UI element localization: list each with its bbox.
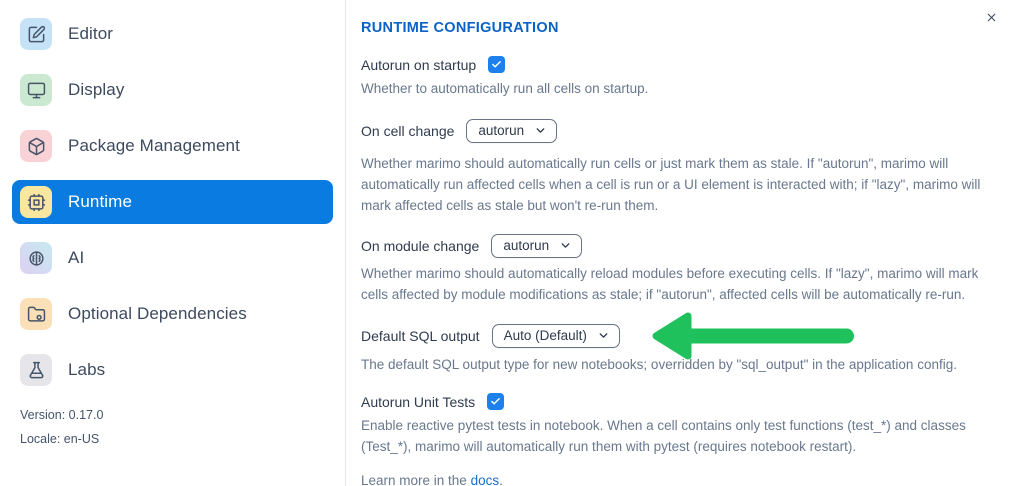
docs-link[interactable]: docs: [470, 473, 500, 486]
runtime-settings-panel: [346, 0, 1014, 486]
sidebar-item-editor[interactable]: [12, 12, 333, 56]
on-module-change-label: On module change: [361, 238, 480, 254]
learn-more-prefix: Learn more in the: [361, 473, 471, 486]
settings-sidebar: [0, 0, 346, 486]
sidebar-item-runtime[interactable]: [12, 180, 333, 224]
learn-more-line: [361, 473, 990, 486]
on-module-change-value: autorun: [503, 238, 550, 253]
on-cell-change-label: On cell change: [361, 123, 455, 139]
autorun-unit-tests-label: Autorun Unit Tests: [361, 393, 476, 410]
autorun-unit-tests-description: Enable reactive pytest tests in notebook. When a cell contains only test functions (test_*) and classes (Test_*), marimo will automatically run them with pytest (requires notebook restart).: [361, 418, 966, 454]
autorun-unit-tests-row: [361, 393, 990, 410]
sidebar-meta: [12, 408, 333, 446]
chevron-down-icon: [597, 329, 610, 342]
page-title: RUNTIME CONFIGURATION: [361, 20, 559, 36]
sidebar-item-label: Editor: [68, 24, 114, 43]
on-module-change-select[interactable]: [491, 234, 582, 258]
on-cell-change-description: Whether marimo should automatically run cells or just mark them as stale. If "autorun", marimo will automatically run affected cells when a cell is run or a UI element is interacted with; if "lazy", marimo will mark affected cells as stale but won't re-run them.: [361, 156, 981, 213]
folder-icon: [20, 298, 52, 330]
on-cell-change-select[interactable]: [466, 119, 557, 143]
sidebar-item-label: Display: [68, 80, 125, 99]
package-icon: [20, 130, 52, 162]
chevron-down-icon: [534, 124, 547, 137]
flask-icon: [20, 354, 52, 386]
default-sql-output-label: Default SQL output: [361, 328, 480, 344]
cpu-icon: [20, 186, 52, 218]
on-module-change-description: Whether marimo should automatically reload modules before executing cells. If "lazy", marimo will mark cells affected by module modifications as stale; if "autorun", affected cells will be automatically re-run.: [361, 266, 979, 302]
monitor-icon: [20, 74, 52, 106]
brain-icon: [20, 242, 52, 274]
locale-text: Locale: en-US: [20, 432, 100, 446]
chevron-down-icon: [559, 239, 572, 252]
on-cell-change-row: [361, 119, 990, 143]
autorun-on-startup-label: Autorun on startup: [361, 56, 477, 73]
default-sql-output-value: Auto (Default): [503, 328, 587, 343]
sidebar-item-package-management[interactable]: [12, 124, 333, 168]
check-icon: [491, 59, 502, 70]
version-text: Version: 0.17.0: [20, 408, 104, 422]
sidebar-item-optional-dependencies[interactable]: [12, 292, 333, 336]
autorun-unit-tests-checkbox[interactable]: [487, 393, 504, 410]
autorun-on-startup-description: Whether to automatically run all cells on startup.: [361, 81, 649, 96]
default-sql-output-select[interactable]: [492, 324, 620, 348]
on-cell-change-value: autorun: [478, 123, 525, 138]
sidebar-item-label: AI: [68, 248, 85, 267]
close-icon[interactable]: [982, 8, 1000, 26]
sidebar-item-display[interactable]: [12, 68, 333, 112]
sidebar-item-label: Runtime: [68, 192, 133, 211]
sidebar-item-label: Labs: [68, 360, 106, 379]
sidebar-item-ai[interactable]: [12, 236, 333, 280]
autorun-on-startup-checkbox[interactable]: [488, 56, 505, 73]
sidebar-item-label: Optional Dependencies: [68, 304, 247, 323]
sidebar-item-label: Package Management: [68, 136, 240, 155]
on-module-change-row: [361, 234, 990, 258]
default-sql-output-description: The default SQL output type for new notebooks; overridden by "sql_output" in the application config.: [361, 357, 957, 372]
check-icon: [490, 396, 501, 407]
learn-more-suffix: .: [499, 473, 503, 486]
sidebar-item-labs[interactable]: [12, 348, 333, 392]
default-sql-output-row: [361, 323, 990, 349]
autorun-on-startup-row: [361, 56, 990, 73]
edit-icon: [20, 18, 52, 50]
